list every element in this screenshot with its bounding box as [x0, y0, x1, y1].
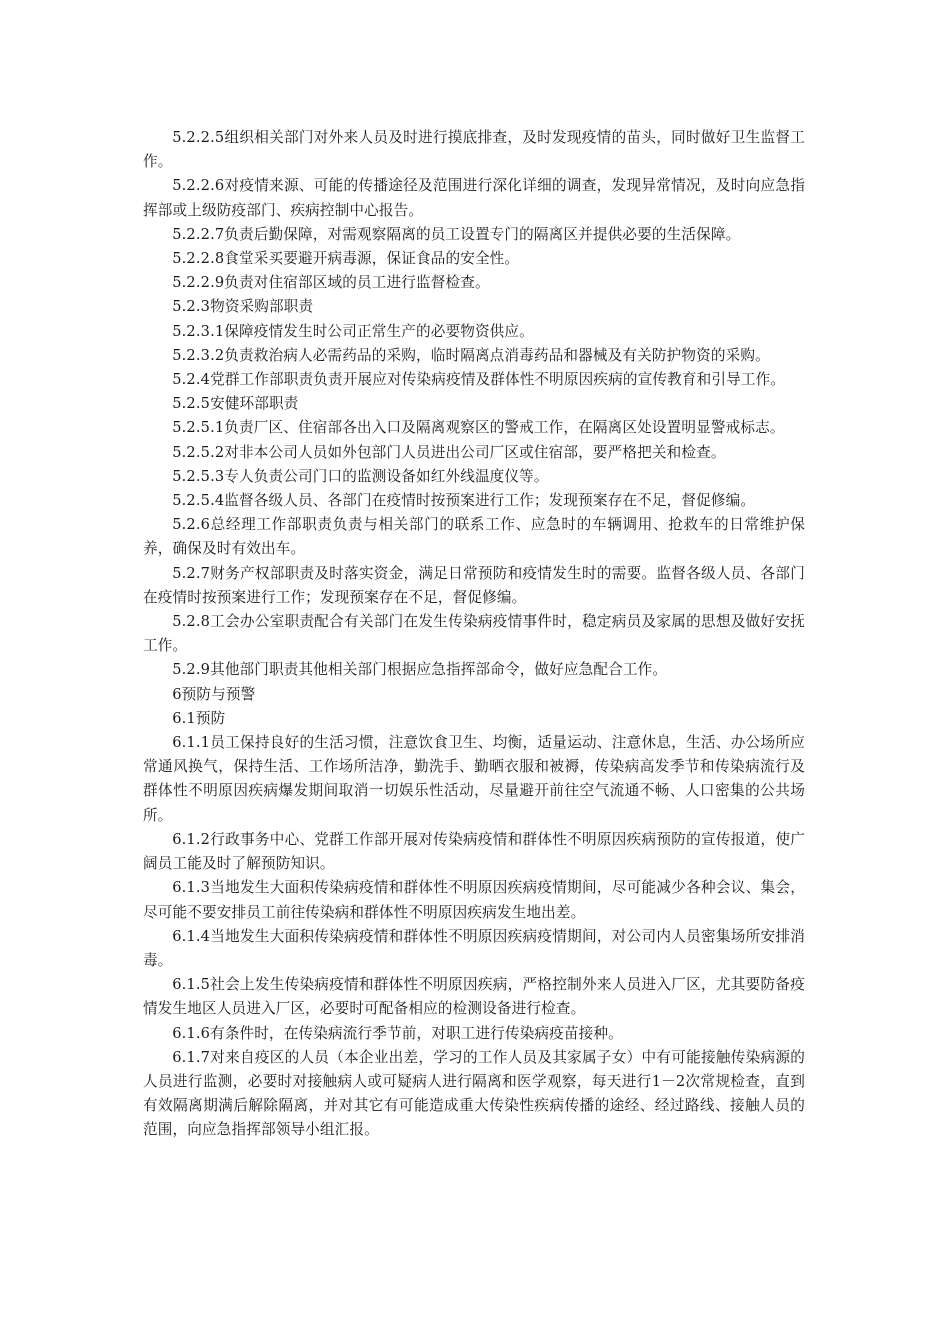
paragraph-5-2-5-2: 5.2.5.2对非本公司人员如外包部门人员进出公司厂区或住宿部，要严格把关和检查。: [172, 443, 726, 461]
paragraph-5-2-2-9: 5.2.2.9负责对住宿部区域的员工进行监督检查。: [172, 274, 490, 292]
paragraph-5-2-6: 5.2.6总经理工作部职责负责与相关部门的联系工作、应急时的车辆调用、抢救车的日常维护保养，确保及时有效出车。: [143, 516, 805, 558]
paragraph-5-2-8: 5.2.8工会办公室职责配合有关部门在发生传染病疫情事件时，稳定病员及家属的思想及做好安抚工作。: [143, 613, 805, 655]
paragraph-5-2-2-5: 5.2.2.5组织相关部门对外来人员及时进行摸底排查，及时发现疫情的苗头，同时做好卫生监督工作。: [143, 129, 805, 171]
heading-5-2-3: 5.2.3物资采购部职责: [172, 298, 314, 316]
paragraph-5-2-5-3: 5.2.5.3专人负责公司门口的监测设备如红外线温度仪等。: [172, 467, 549, 485]
paragraph-6-1-1: 6.1.1员工保持良好的生活习惯，注意饮食卫生、均衡，适量运动、注意休息，生活、办公场所应常通风换气，保持生活、工作场所洁净，勤洗手、勤晒衣服和被褥，传染病高发季节和传染病流行及群体性不明原因疾病爆发期间取消一切娱乐性活动，尽量避开前往空气流通不畅、人口密集的公共场所。: [143, 734, 805, 824]
paragraph-6-1-3: 6.1.3当地发生大面积传染病疫情和群体性不明原因疾病疫情期间，尽可能减少各种会议、集会，尽可能不要安排员工前往传染病和群体性不明原因疾病发生地出差。: [143, 879, 805, 921]
paragraph-5-2-3-2: 5.2.3.2负责救治病人必需药品的采购，临时隔离点消毒药品和器械及有关防护物资的采购。: [172, 346, 770, 364]
paragraph-6-1-6: 6.1.6有条件时，在传染病流行季节前，对职工进行传染病疫苗接种。: [172, 1024, 623, 1042]
paragraph-5-2-2-7: 5.2.2.7负责后勤保障，对需观察隔离的员工设置专门的隔离区并提供必要的生活保障。: [172, 225, 741, 243]
paragraph-5-2-5-1: 5.2.5.1负责厂区、住宿部各出入口及隔离观察区的警戒工作，在隔离区处设置明显警戒标志。: [172, 419, 785, 437]
paragraph-5-2-2-6: 5.2.2.6对疫情来源、可能的传播途径及范围进行深化详细的调查，发现异常情况，及时向应急指挥部或上级防疫部门、疾病控制中心报告。: [143, 177, 805, 219]
paragraph-6-1-2: 6.1.2行政事务中心、党群工作部开展对传染病疫情和群体性不明原因疾病预防的宣传报道，使广阔员工能及时了解预防知识。: [143, 830, 805, 873]
paragraph-5-2-3-1: 5.2.3.1保障疫情发生时公司正常生产的必要物资供应。: [172, 322, 534, 340]
paragraph-5-2-4: 5.2.4党群工作部职责负责开展应对传染病疫情及群体性不明原因疾病的宣传教育和引导工作。: [172, 371, 786, 389]
paragraph-5-2-5-4: 5.2.5.4监督各级人员、各部门在疫情时按预案进行工作；发现预案存在不足，督促修编。: [172, 492, 756, 510]
heading-6: 6预防与预警: [172, 685, 256, 703]
heading-6-1: 6.1预防: [172, 709, 226, 727]
paragraph-5-2-2-8: 5.2.2.8食堂采买要避开病毒源，保证食品的安全性。: [172, 250, 520, 268]
paragraph-6-1-4: 6.1.4当地发生大面积传染病疫情和群体性不明原因疾病疫情期间，对公司内人员密集场所安排消毒。: [143, 927, 805, 969]
paragraph-6-1-5: 6.1.5社会上发生传染病疫情和群体性不明原因疾病，严格控制外来人员进入厂区，尤其要防备疫情发生地区人员进入厂区，必要时可配备相应的检测设备进行检查。: [143, 976, 805, 1018]
paragraph-5-2-7: 5.2.7财务产权部职责及时落实资金，满足日常预防和疫情发生时的需要。监督各级人员、各部门在疫情时按预案进行工作；发现预案存在不足，督促修编。: [143, 564, 805, 606]
paragraph-5-2-9: 5.2.9其他部门职责其他相关部门根据应急指挥部命令，做好应急配合工作。: [172, 661, 668, 679]
heading-5-2-5: 5.2.5安健环部职责: [172, 395, 299, 413]
paragraph-6-1-7: 6.1.7对来自疫区的人员（本企业出差，学习的工作人员及其家属子女）中有可能接触传染病源的人员进行监测，必要时对接触病人或可疑病人进行隔离和医学观察，每天进行1－2次常规检查，直到有效隔离期满后解除隔离，并对其它有可能造成重大传染性疾病传播的途经、经过路线、接触人员的范围，向应急指挥部领导小组汇报。: [143, 1048, 805, 1139]
document-body: [143, 126, 805, 1143]
